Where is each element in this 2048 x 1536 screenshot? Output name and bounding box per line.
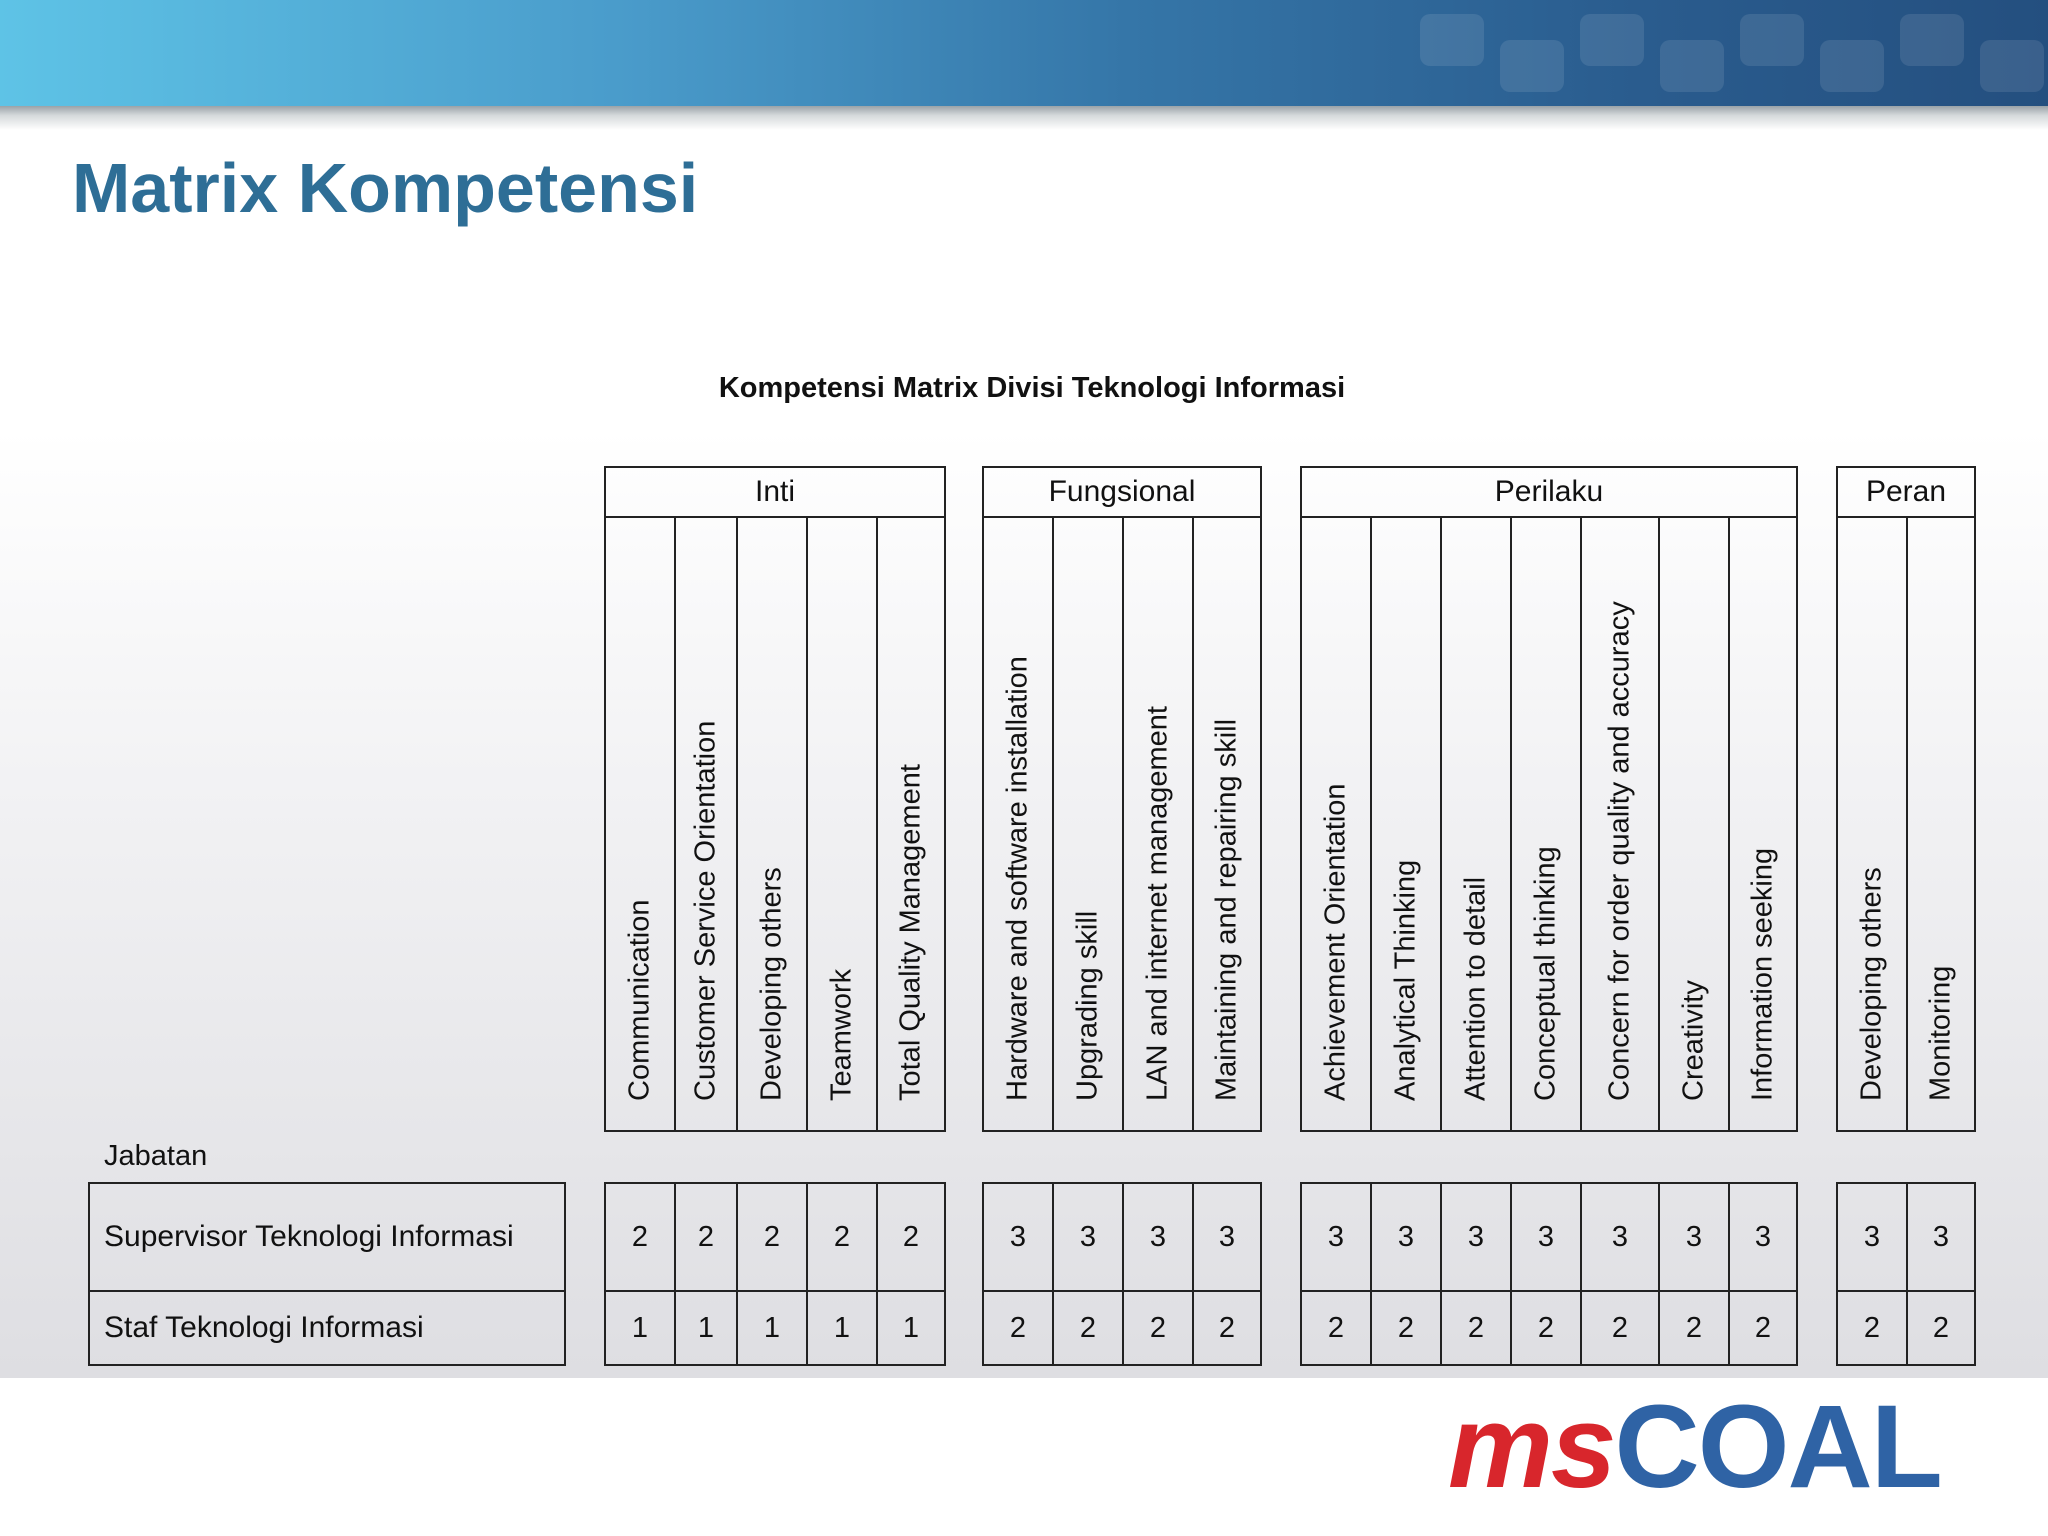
column-label: Conceptual thinking: [1529, 846, 1562, 1101]
score-cell: 3: [1192, 1182, 1262, 1292]
column-label: Upgrading skill: [1071, 910, 1104, 1101]
column-label: LAN and internet management: [1141, 706, 1174, 1101]
score-cell: 2: [1300, 1290, 1372, 1366]
score-cell: 1: [806, 1290, 878, 1366]
score-cell: 2: [674, 1182, 738, 1292]
banner-tile: [1900, 14, 1964, 66]
column-label: Developing others: [755, 867, 788, 1101]
score-cell: 3: [1052, 1182, 1124, 1292]
column-header: [1440, 516, 1512, 1132]
group-header-perilaku: Perilaku: [1300, 466, 1798, 518]
row-jabatan: Supervisor Teknologi Informasi: [88, 1182, 566, 1292]
logo-ms: ms: [1448, 1381, 1615, 1513]
column-label: Total Quality Management: [894, 764, 927, 1101]
group-header-peran: Peran: [1836, 466, 1976, 518]
score-cell: 2: [806, 1182, 878, 1292]
banner-tile: [1820, 40, 1884, 92]
score-cell: 3: [1440, 1182, 1512, 1292]
score-cell: 3: [1906, 1182, 1976, 1292]
banner-tile: [1980, 40, 2044, 92]
column-label: Teamwork: [825, 968, 858, 1101]
group-header-inti: Inti: [604, 466, 946, 518]
banner-tile: [1660, 40, 1724, 92]
score-cell: 3: [1658, 1182, 1730, 1292]
column-header: [1580, 516, 1660, 1132]
score-cell: 2: [1440, 1290, 1512, 1366]
column-header: [1658, 516, 1730, 1132]
score-cell: 1: [736, 1290, 808, 1366]
row-jabatan: Staf Teknologi Informasi: [88, 1290, 566, 1366]
mscoal-logo: [1448, 1381, 1941, 1513]
score-cell: 2: [1192, 1290, 1262, 1366]
score-cell: 3: [1580, 1182, 1660, 1292]
score-cell: 3: [1370, 1182, 1442, 1292]
score-cell: 3: [1836, 1182, 1908, 1292]
score-cell: 2: [1836, 1290, 1908, 1366]
score-cell: 2: [1052, 1290, 1124, 1366]
column-label: Monitoring: [1924, 965, 1957, 1101]
column-header: [674, 516, 738, 1132]
score-cell: 1: [674, 1290, 738, 1366]
column-header: [1510, 516, 1582, 1132]
column-label: Concern for order quality and accuracy: [1603, 601, 1636, 1101]
header-banner: [0, 0, 2048, 106]
column-header: [1836, 516, 1908, 1132]
score-cell: 3: [1122, 1182, 1194, 1292]
column-header: [982, 516, 1054, 1132]
banner-tile: [1420, 14, 1484, 66]
score-cell: 1: [876, 1290, 946, 1366]
column-label: Achievement Orientation: [1319, 783, 1352, 1101]
column-header: [1728, 516, 1798, 1132]
score-cell: 3: [1728, 1182, 1798, 1292]
column-label: Attention to detail: [1459, 876, 1492, 1101]
score-cell: 2: [1122, 1290, 1194, 1366]
score-cell: 2: [1370, 1290, 1442, 1366]
score-cell: 2: [1580, 1290, 1660, 1366]
column-label: Customer Service Orientation: [689, 720, 722, 1101]
column-label: Communication: [623, 899, 656, 1101]
column-label: Maintaining and repairing skill: [1210, 718, 1243, 1101]
score-cell: 2: [604, 1182, 676, 1292]
banner-tile: [1740, 14, 1804, 66]
banner-tile: [1580, 14, 1644, 66]
score-cell: 2: [1906, 1290, 1976, 1366]
column-header: [876, 516, 946, 1132]
column-header: [1052, 516, 1124, 1132]
banner-tile: [1500, 40, 1564, 92]
jabatan-label: Jabatan: [104, 1140, 208, 1172]
matrix-subtitle: Kompetensi Matrix Divisi Teknologi Informasi: [718, 372, 1346, 404]
score-cell: 2: [1658, 1290, 1730, 1366]
column-label: Creativity: [1677, 980, 1710, 1101]
column-label: Hardware and software installation: [1001, 656, 1034, 1101]
column-header: [604, 516, 676, 1132]
banner-shadow: [0, 106, 2048, 130]
score-cell: 3: [982, 1182, 1054, 1292]
score-cell: 2: [1728, 1290, 1798, 1366]
column-label: Analytical Thinking: [1389, 859, 1422, 1101]
column-header: [736, 516, 808, 1132]
score-cell: 3: [1300, 1182, 1372, 1292]
column-header: [1122, 516, 1194, 1132]
column-header: [1370, 516, 1442, 1132]
column-header: [806, 516, 878, 1132]
column-header: [1192, 516, 1262, 1132]
column-header: [1300, 516, 1372, 1132]
score-cell: 1: [604, 1290, 676, 1366]
column-label: Developing others: [1855, 867, 1888, 1101]
score-cell: 2: [736, 1182, 808, 1292]
column-header: [1906, 516, 1976, 1132]
score-cell: 2: [1510, 1290, 1582, 1366]
logo-coal: COAL: [1614, 1381, 1941, 1513]
score-cell: 2: [982, 1290, 1054, 1366]
score-cell: 3: [1510, 1182, 1582, 1292]
column-label: Information seeking: [1746, 847, 1779, 1101]
score-cell: 2: [876, 1182, 946, 1292]
page-title: Matrix Kompetensi: [72, 149, 699, 227]
group-header-fungsional: Fungsional: [982, 466, 1262, 518]
